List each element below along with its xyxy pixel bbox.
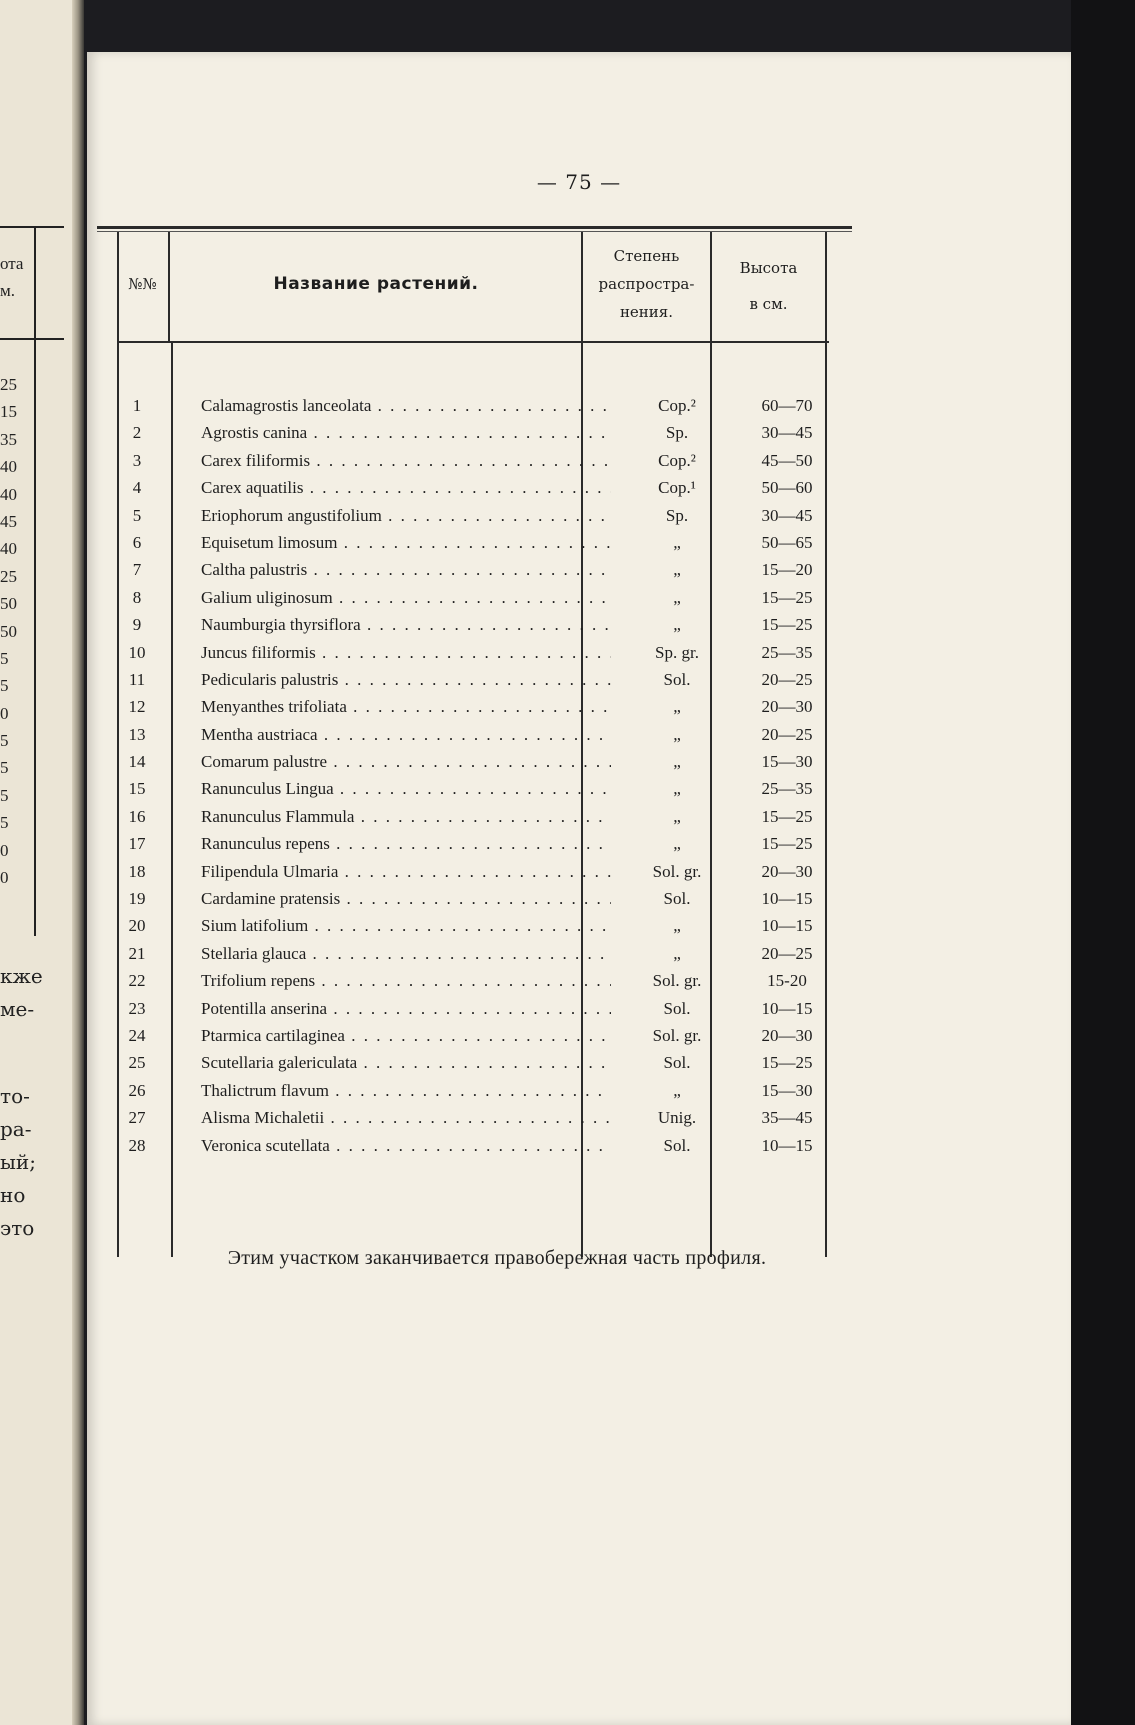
- row-number: 12: [128, 697, 146, 717]
- table-row: [87, 529, 1071, 556]
- header-bottom-rule: [117, 341, 829, 343]
- table-row: [87, 830, 1071, 857]
- height-range: 10—15: [761, 889, 813, 909]
- row-number: 16: [128, 806, 146, 826]
- header-height-line: в см.: [749, 295, 788, 313]
- row-number: 4: [132, 478, 142, 498]
- table-row: [87, 995, 1071, 1022]
- height-range: 50—65: [761, 532, 813, 552]
- height-range: 15—25: [761, 834, 813, 854]
- row-number: 26: [128, 1080, 146, 1100]
- plant-name: Equisetum limosum . . .: [201, 529, 611, 556]
- height-range: 20—30: [761, 1025, 813, 1045]
- left-number-fragments: [0, 371, 17, 891]
- row-number: 9: [132, 615, 142, 635]
- table-row: [87, 1022, 1071, 1049]
- header-degree-line: нения.: [619, 303, 674, 321]
- distribution-degree: Cop.²: [658, 396, 696, 415]
- height-range: 15—30: [761, 1080, 813, 1100]
- distribution-degree: Sp. gr.: [655, 642, 699, 662]
- height-range: 15-20: [767, 971, 807, 991]
- height-range: 15—25: [761, 615, 813, 635]
- row-number: 23: [128, 998, 146, 1018]
- height-range: 15—25: [761, 806, 813, 826]
- plant-name: Ranunculus repens . . .: [201, 830, 611, 857]
- distribution-degree: Cop.²: [658, 450, 696, 470]
- plant-name: Carex aquatilis . . .: [201, 474, 611, 501]
- height-range: 10—15: [761, 998, 813, 1018]
- height-range: 15—30: [761, 752, 813, 772]
- row-number: 10: [128, 642, 146, 662]
- row-number: 28: [128, 1135, 146, 1155]
- document-page: [87, 52, 1071, 1725]
- height-range: 30—45: [761, 423, 813, 443]
- left-fragment: это: [0, 1216, 35, 1240]
- plant-name: Thalictrum flavum . . .: [201, 1077, 611, 1104]
- left-fragment: 5: [0, 813, 9, 833]
- header-height-line: Высота: [739, 259, 798, 277]
- table-row: [87, 693, 1071, 720]
- plant-name: Veronica scutellata . . .: [201, 1132, 611, 1159]
- plant-name: Alisma Michaletii . . .: [201, 1104, 611, 1131]
- row-number: 20: [128, 916, 146, 936]
- row-number: 13: [128, 724, 146, 744]
- table-row: [87, 858, 1071, 885]
- height-range: 15—25: [761, 587, 813, 607]
- left-fragment: 45: [0, 511, 17, 531]
- header-degree-line: распростра-: [598, 275, 695, 293]
- plant-name: Carex filiformis . . .: [201, 447, 611, 474]
- table-row: [87, 611, 1071, 638]
- height-range: 10—15: [761, 916, 813, 936]
- left-fragment: 5: [0, 648, 9, 668]
- row-number: 22: [128, 971, 146, 991]
- table-row: [87, 447, 1071, 474]
- distribution-degree: Cop.¹: [658, 478, 696, 498]
- height-range: 25—35: [761, 779, 813, 799]
- distribution-degree: „: [673, 587, 681, 607]
- table-row: [87, 666, 1071, 693]
- plant-name: Potentilla anserina . . .: [201, 995, 611, 1022]
- plant-name: Sium latifolium . . .: [201, 912, 611, 939]
- column-divider-num-header: [168, 232, 170, 342]
- table-row: [87, 392, 1071, 419]
- row-number: 15: [128, 779, 146, 799]
- table-row: [87, 419, 1071, 446]
- plant-name: Naumburgia thyrsiflora . . .: [201, 611, 611, 638]
- row-number: 25: [128, 1053, 146, 1073]
- height-range: 20—30: [761, 697, 813, 717]
- table-row: [87, 474, 1071, 501]
- left-fragment: кже: [0, 964, 43, 988]
- left-fragment: 25: [0, 375, 17, 394]
- row-number: 11: [128, 669, 146, 689]
- header-height: [712, 250, 825, 322]
- left-fragment: ота: [0, 254, 24, 273]
- row-number: 6: [132, 532, 142, 552]
- plant-name: Cardamine pratensis . . .: [201, 885, 611, 912]
- plant-name: Ptarmica cartilaginea . . .: [201, 1022, 611, 1049]
- table-row: [87, 940, 1071, 967]
- distribution-degree: Sol. gr.: [652, 861, 702, 881]
- left-fragment: но: [0, 1183, 26, 1207]
- left-fragment: 35: [0, 429, 17, 449]
- distribution-degree: „: [673, 724, 681, 744]
- row-number: 1: [132, 396, 142, 415]
- plant-name: Filipendula Ulmaria . . .: [201, 858, 611, 885]
- left-header-fragments: [0, 250, 23, 305]
- table-row: [87, 584, 1071, 611]
- scan-background: [1071, 0, 1135, 1725]
- distribution-degree: „: [673, 697, 681, 717]
- distribution-degree: Sol. gr.: [652, 1025, 702, 1045]
- header-num: №№: [128, 275, 157, 293]
- left-fragment: 5: [0, 676, 9, 696]
- table-body: [87, 392, 1071, 1159]
- left-fragment: ме-: [0, 997, 35, 1021]
- distribution-degree: „: [673, 943, 681, 963]
- table-row: [87, 803, 1071, 830]
- distribution-degree: Sol.: [663, 889, 691, 909]
- distribution-degree: Sol.: [663, 998, 691, 1018]
- plant-name: Trifolium repens . . .: [201, 967, 611, 994]
- header-degree: [583, 242, 710, 326]
- table-row: [87, 502, 1071, 529]
- left-table-rule: [0, 226, 64, 228]
- height-range: 20—25: [761, 669, 813, 689]
- plant-name: Agrostis canina . . .: [201, 419, 611, 446]
- row-number: 24: [128, 1025, 146, 1045]
- left-fragment: 25: [0, 566, 17, 586]
- table-row: [87, 1077, 1071, 1104]
- height-range: 15—25: [761, 1053, 813, 1073]
- left-fragment: 40: [0, 539, 17, 559]
- table-row: [87, 967, 1071, 994]
- row-number: 3: [132, 450, 142, 470]
- plant-name: Calamagrostis lanceolata . . .: [201, 392, 611, 419]
- left-fragment: 50: [0, 621, 17, 641]
- plant-name: Eriophorum angustifolium . . .: [201, 502, 611, 529]
- row-number: 17: [128, 834, 146, 854]
- distribution-degree: „: [673, 752, 681, 772]
- row-number: 5: [132, 505, 142, 525]
- table-row: [87, 912, 1071, 939]
- table-row: [87, 721, 1071, 748]
- left-fragment: 0: [0, 840, 9, 860]
- left-fragment: 50: [0, 594, 17, 614]
- height-range: 20—25: [761, 943, 813, 963]
- left-fragment: ра-: [0, 1117, 32, 1141]
- header-name: Название растений.: [273, 274, 479, 294]
- distribution-degree: Sol.: [663, 1053, 691, 1073]
- distribution-degree: Sp.: [665, 505, 689, 525]
- height-range: 20—30: [761, 861, 813, 881]
- table-row: [87, 885, 1071, 912]
- left-fragment: то-: [0, 1084, 30, 1108]
- plant-name: Pedicularis palustris . . .: [201, 666, 611, 693]
- distribution-degree: „: [673, 1080, 681, 1100]
- left-fragment: ый;: [0, 1150, 36, 1174]
- table-row: [87, 556, 1071, 583]
- distribution-degree: „: [673, 560, 681, 580]
- left-fragment: 5: [0, 731, 9, 751]
- row-number: 2: [132, 423, 142, 443]
- row-number: 14: [128, 752, 146, 772]
- left-fragment: 40: [0, 457, 17, 477]
- left-table-rule: [0, 338, 64, 340]
- left-page-edge: [0, 0, 84, 1725]
- row-number: 21: [128, 943, 146, 963]
- table-top-rule: [97, 226, 852, 229]
- height-range: 10—15: [761, 1135, 813, 1155]
- row-number: 8: [132, 587, 142, 607]
- height-range: 50—60: [761, 478, 813, 498]
- book-gutter: [72, 0, 84, 1725]
- height-range: 35—45: [761, 1108, 813, 1128]
- left-fragment: 5: [0, 758, 9, 778]
- left-fragment: м.: [0, 281, 16, 301]
- distribution-degree: Unig.: [657, 1108, 697, 1128]
- distribution-degree: Sol. gr.: [652, 971, 702, 991]
- left-text-fragments: [0, 960, 43, 1245]
- table-row: [87, 1132, 1071, 1159]
- distribution-degree: Sol.: [663, 1135, 691, 1155]
- distribution-degree: Sol.: [663, 669, 691, 689]
- plant-name: Juncus filiformis . . .: [201, 639, 611, 666]
- left-fragment: 15: [0, 402, 17, 422]
- distribution-degree: „: [673, 779, 681, 799]
- distribution-degree: „: [673, 532, 681, 552]
- height-range: 25—35: [761, 642, 813, 662]
- distribution-degree: Sp.: [665, 423, 689, 443]
- height-range: 60—70: [761, 396, 813, 415]
- row-number: 27: [128, 1108, 146, 1128]
- left-fragment: 5: [0, 785, 9, 805]
- height-range: 20—25: [761, 724, 813, 744]
- height-range: 30—45: [761, 505, 813, 525]
- header-degree-line: Степень: [613, 247, 680, 265]
- plant-name: Galium uliginosum . . .: [201, 584, 611, 611]
- table-row: [87, 775, 1071, 802]
- table-row: [87, 1049, 1071, 1076]
- distribution-degree: „: [673, 615, 681, 635]
- plant-name: Mentha austriaca . . .: [201, 721, 611, 748]
- plant-name: Ranunculus Flammula . . .: [201, 803, 611, 830]
- plant-name: Stellaria glauca . . .: [201, 940, 611, 967]
- page-number: — 75 —: [536, 170, 622, 194]
- table-top-rule-thin: [97, 231, 852, 232]
- distribution-degree: „: [673, 806, 681, 826]
- distribution-degree: „: [673, 834, 681, 854]
- height-range: 15—20: [761, 560, 813, 580]
- left-fragment: 40: [0, 484, 17, 504]
- table-row: [87, 1104, 1071, 1131]
- footer-text: Этим участком заканчивается правобережная часть профиля.: [227, 1247, 767, 1269]
- plant-name: Caltha palustris . . .: [201, 556, 611, 583]
- row-number: 7: [132, 560, 142, 580]
- table-row: [87, 639, 1071, 666]
- table-row: [87, 748, 1071, 775]
- left-fragment: 0: [0, 703, 9, 723]
- left-fragment: 0: [0, 868, 9, 888]
- row-number: 18: [128, 861, 146, 881]
- plant-name: Menyanthes trifoliata . . .: [201, 693, 611, 720]
- distribution-degree: „: [673, 916, 681, 936]
- left-table-column-line: [34, 226, 36, 936]
- plant-name: Ranunculus Lingua . . .: [201, 775, 611, 802]
- plant-name: Scutellaria galericulata . . .: [201, 1049, 611, 1076]
- plant-name: Comarum palustre . . .: [201, 748, 611, 775]
- row-number: 19: [128, 889, 146, 909]
- height-range: 45—50: [761, 450, 813, 470]
